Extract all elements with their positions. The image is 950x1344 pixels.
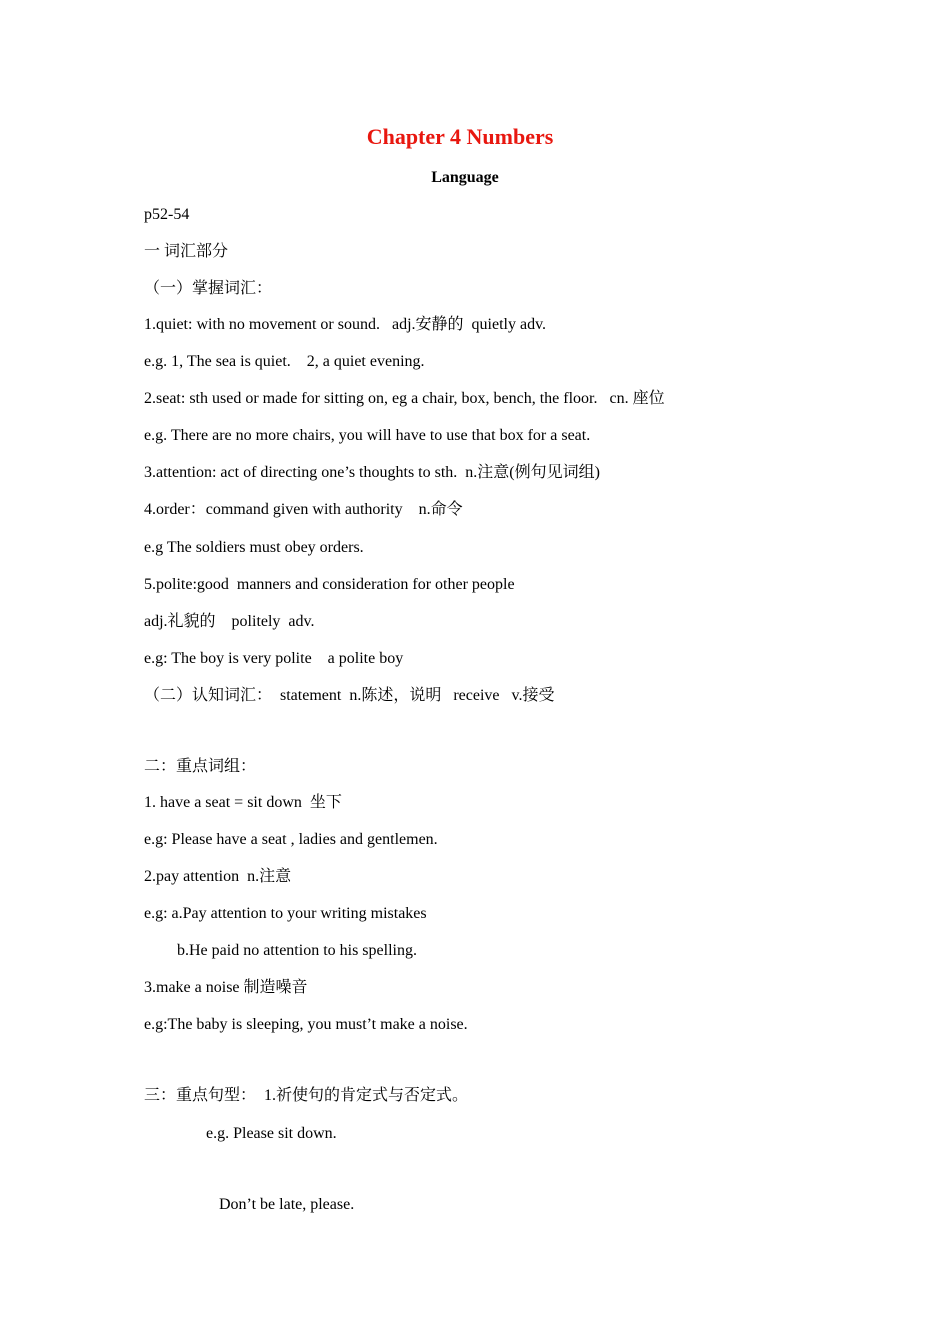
example-imperative-negative: Don’t be late, please. <box>219 1196 355 1213</box>
section-heading-vocabulary: 一 词汇部分 <box>144 243 229 260</box>
vocab-item-polite: 5.polite:good manners and consideration for other people <box>144 576 515 593</box>
example-make-a-noise: e.g:The baby is sleeping, you must’t make a noise. <box>144 1016 468 1033</box>
vocab-item-seat: 2.seat: sth used or made for sitting on, eg a chair, box, bench, the floor. cn. 座位 <box>144 390 665 407</box>
example-order: e.g The soldiers must obey orders. <box>144 539 364 556</box>
phrase-make-a-noise: 3.make a noise 制造噪音 <box>144 979 308 996</box>
vocab-item-attention: 3.attention: act of directing one’s thoughts to sth. n.注意(例句见词组) <box>144 464 600 481</box>
example-pay-attention-a: e.g: a.Pay attention to your writing mistakes <box>144 905 427 922</box>
vocab-item-order: 4.order：command given with authority n.命令 <box>144 501 463 518</box>
chapter-title: Chapter 4 Numbers <box>366 124 554 149</box>
example-imperative-positive: e.g. Please sit down. <box>206 1125 337 1142</box>
section-heading-phrases: 二：重点词组： <box>144 758 257 775</box>
example-seat: e.g. There are no more chairs, you will have to use that box for a seat. <box>144 427 591 444</box>
phrase-pay-attention: 2.pay attention n.注意 <box>144 868 292 885</box>
vocab-item-quiet: 1.quiet: with no movement or sound. adj.安静的 quietly adv. <box>144 316 547 333</box>
example-pay-attention-b: b.He paid no attention to his spelling. <box>177 942 417 959</box>
subsection-heading-master: （一）掌握词汇： <box>144 280 273 297</box>
phrase-have-a-seat: 1. have a seat = sit down 坐下 <box>144 794 342 811</box>
section-subtitle: Language <box>431 169 499 186</box>
example-have-a-seat: e.g: Please have a seat , ladies and gentlemen. <box>144 831 438 848</box>
example-quiet: e.g. 1, The sea is quiet. 2, a quiet evening. <box>144 353 425 370</box>
section-heading-sentences: 三：重点句型： 1.祈使句的肯定式与否定式。 <box>144 1087 469 1104</box>
page-range: p52-54 <box>144 206 190 223</box>
vocab-polite-forms: adj.礼貌的 politely adv. <box>144 613 315 630</box>
example-polite: e.g: The boy is very polite a polite boy <box>144 650 404 667</box>
subsection-heading-recognize: （二）认知词汇： statement n.陈述，说明 receive v.接受 <box>144 687 555 704</box>
